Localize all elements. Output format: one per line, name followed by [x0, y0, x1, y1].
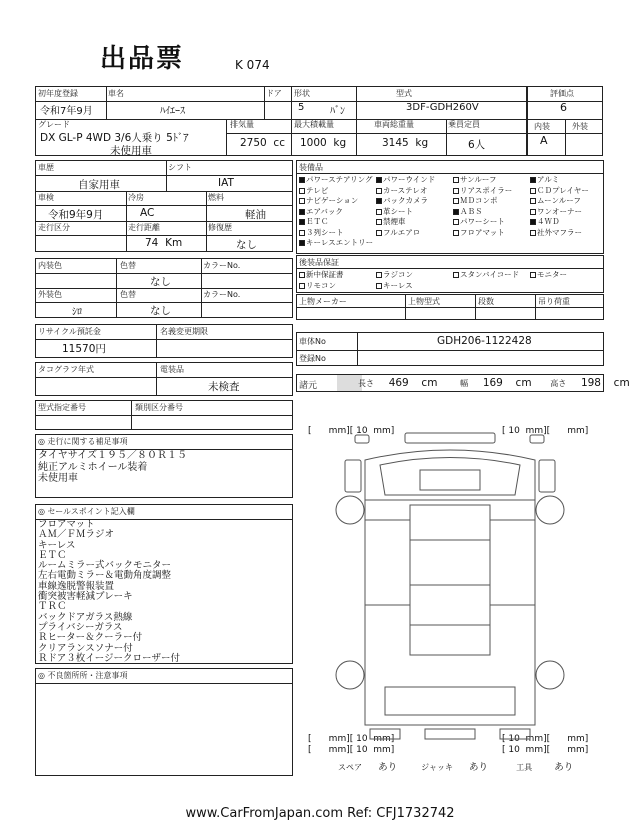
note-line: バックドアガラス熱線: [38, 611, 133, 623]
checkbox-icon: [453, 272, 459, 278]
note-line: Ｒヒーター＆クーラー付: [38, 632, 143, 644]
sales-points-label: ◎ セールスポイント記入欄: [38, 507, 135, 516]
equipment-item: [299, 206, 343, 217]
defects-box: [35, 668, 293, 776]
vehicle-history-value: 自家用車: [78, 179, 120, 191]
mileage-type-label: 走行区分: [38, 223, 70, 232]
supplement-lines: [38, 450, 187, 485]
note-line: クリアランスソナー付: [38, 642, 133, 654]
doors-value: 5: [298, 102, 305, 113]
equipment-item: [530, 195, 581, 206]
note-line: キーレス: [38, 539, 76, 551]
exterior-grade-label: 外装: [572, 122, 588, 131]
equipment-item: [453, 195, 498, 206]
interior-color-change-label: 色替: [120, 261, 136, 270]
equipment-item-label: ３列シート: [306, 227, 344, 237]
post-equipment-label: 後装品保証: [299, 258, 339, 267]
equipment-item: [299, 195, 358, 206]
spare-label: スペア: [338, 763, 362, 772]
displacement-value: 2750 cc: [240, 137, 285, 149]
inspection-label: 車検: [38, 193, 54, 202]
checkbox-icon: [376, 198, 382, 204]
loaded-maker-label: 上物メーカー: [299, 297, 347, 306]
checkbox-icon: [453, 177, 459, 183]
dimensions-label: 諸元: [299, 381, 318, 391]
exterior-color-code-label: カラーNo.: [203, 290, 241, 299]
checkbox-icon: [376, 219, 382, 225]
repair-value: なし: [236, 239, 257, 251]
equipment-item-label: フロアマット: [460, 227, 505, 237]
length-value: 469: [388, 377, 409, 389]
category-label: 類別区分番号: [135, 403, 183, 412]
note-line: ＥＴＣ: [38, 549, 67, 561]
loaded-hook-label: 吊り荷重: [538, 297, 570, 306]
equipment-item: [376, 216, 406, 227]
checkbox-icon: [453, 188, 459, 194]
vehicle-history-label: 車歴: [38, 163, 54, 172]
note-line: ＡＭ／ＦＭラジオ: [38, 529, 115, 541]
reg-no-label: 登録No: [299, 354, 326, 363]
equipment-item: [376, 195, 428, 206]
shape-label: 形状: [294, 89, 310, 98]
recycle-label: リサイクル預託金: [38, 327, 101, 336]
height-label: 高さ: [550, 379, 567, 388]
equipment-item: [453, 216, 505, 227]
checkbox-icon: [299, 230, 305, 236]
interior-grade-value: A: [540, 134, 548, 147]
tread-bottom-left-1: [ mm][ 10 mm]: [308, 734, 395, 744]
repair-label: 修復歴: [208, 223, 232, 232]
checkbox-icon: [299, 198, 305, 204]
sales-points-lines: [38, 520, 180, 664]
defects-label: ◎ 不良箇所所・注意事項: [38, 671, 128, 680]
checkbox-icon: [530, 219, 536, 225]
exterior-color-label: 外装色: [38, 290, 62, 299]
equipment-item: [530, 269, 567, 280]
checkbox-icon: [453, 219, 459, 225]
displacement-label: 排気量: [230, 120, 254, 129]
checkbox-icon: [376, 177, 382, 183]
spare-value: あり: [378, 762, 398, 773]
note-line: ルームミラー式バックモニター: [38, 560, 172, 572]
note-line: Ｒドア３枚イージークローザー付: [38, 652, 181, 664]
equipment-item: [453, 269, 519, 280]
jack-value: あり: [469, 762, 489, 773]
max-load-value: 1000 kg: [300, 137, 347, 149]
equipment-item-label: ムーンルーフ: [537, 196, 581, 205]
equipment-item: [299, 269, 344, 280]
equipment-item: [299, 216, 329, 227]
checkbox-icon: [299, 272, 305, 278]
equipment-item: [376, 227, 420, 238]
equipment-item: [453, 206, 483, 217]
equipment-item: [299, 227, 344, 238]
height-unit: cm: [613, 377, 630, 389]
exterior-color-change-label: 色替: [120, 290, 136, 299]
equipment-item: [299, 174, 373, 185]
loaded-steps-label: 段数: [478, 297, 494, 306]
grade-line2: 未使用車: [110, 145, 152, 157]
equipment-item-label: スタンバイコード: [460, 270, 520, 279]
gross-weight-value: 3145 kg: [382, 137, 429, 149]
tools-value: あり: [554, 762, 574, 773]
tread-bottom-left-2: [ mm][ 10 mm]: [308, 745, 395, 755]
grade-label: グレード: [38, 120, 70, 129]
car-diagram: [325, 425, 575, 750]
equipment-item-label: サンルーフ: [460, 175, 497, 184]
equipment-item: [530, 185, 589, 196]
capacity-label: 乗員定員: [448, 120, 480, 129]
checkbox-icon: [453, 230, 459, 236]
equipment-item-label: キーレス: [383, 281, 413, 290]
height-value: 198: [580, 377, 601, 389]
equipment-item-label: 社外マフラー: [537, 227, 582, 237]
aircon-label: 冷房: [128, 193, 144, 202]
chassis-value: GDH206-1122428: [437, 335, 532, 347]
equipment-item: [453, 185, 512, 196]
rating-label: 評価点: [550, 89, 574, 98]
model-designation-label: 型式指定番号: [38, 403, 86, 412]
equipment-item-label: 革シート: [383, 206, 413, 216]
checkbox-icon: [299, 240, 305, 246]
checkbox-icon: [376, 230, 382, 236]
note-line: プライバシーガラス: [38, 621, 123, 633]
checkbox-icon: [299, 219, 305, 225]
mileage-value: 74 Km: [145, 237, 183, 249]
model-label: 型式: [396, 89, 412, 98]
name-change-label: 名義変更期限: [160, 327, 208, 336]
equipment-item-label: ＭＤコンポ: [460, 196, 498, 205]
page-title: 出品票: [100, 44, 185, 74]
note-line: 左右電動ミラー＆電動角度調整: [38, 570, 172, 582]
equipment-item-label: ＥＴＣ: [306, 217, 329, 226]
checkbox-icon: [299, 177, 305, 183]
equipment-item: [530, 227, 582, 238]
equipment-item: [530, 174, 559, 185]
fuel-label: 燃料: [208, 193, 224, 202]
equipment-item: [376, 174, 435, 185]
equipment-item: [299, 185, 328, 196]
equipment-item-label: モニター: [537, 270, 567, 279]
checkbox-icon: [376, 209, 382, 215]
equipment-item-label: リモコン: [306, 281, 336, 290]
equipment-item-label: カーステレオ: [383, 185, 428, 195]
note-line: 未使用車: [38, 473, 78, 484]
dimensions-values: [358, 377, 630, 389]
equipment-item: [530, 206, 582, 217]
exterior-color-change-value: なし: [150, 305, 171, 317]
checkbox-icon: [530, 198, 536, 204]
gross-weight-label: 車両総重量: [374, 120, 414, 129]
checkbox-icon: [299, 283, 305, 289]
equipment-item: [299, 280, 336, 291]
equipment-item-label: アルミ: [537, 175, 560, 184]
equipment-item: [376, 206, 413, 217]
note-line: 衝突被害軽減ブレーキ: [38, 591, 133, 603]
tacho-label: タコグラフ年式: [38, 365, 94, 374]
equipment-item-label: バックカメラ: [383, 196, 428, 205]
supplement-label: ◎ 走行に関する補足事項: [38, 437, 128, 446]
rating-value: 6: [560, 101, 567, 114]
width-unit: cm: [515, 377, 532, 389]
checkbox-icon: [299, 209, 305, 215]
interior-color-change-value: なし: [150, 276, 171, 288]
shape-value: ﾊﾞﾝ: [330, 106, 345, 117]
inspection-status-label: 電装品: [160, 365, 184, 374]
checkbox-icon: [299, 188, 305, 194]
fuel-value: 軽油: [245, 209, 266, 221]
registration-value: 令和7年9月: [40, 106, 93, 117]
equipment-item-label: 禁煙車: [383, 217, 406, 226]
tools-label: 工具: [516, 763, 533, 772]
length-unit: cm: [421, 377, 438, 389]
note-line: ＴＲＣ: [38, 601, 67, 613]
doors-label: ドア: [266, 89, 282, 98]
equipment-item: [299, 237, 373, 248]
checkbox-icon: [376, 283, 382, 289]
equipment-item-label: ４ＷＤ: [537, 217, 560, 226]
checkbox-icon: [530, 209, 536, 215]
equipment-item-label: パワーシート: [460, 217, 505, 226]
checkbox-icon: [453, 198, 459, 204]
max-load-label: 最大積載量: [294, 120, 334, 129]
interior-color-code-label: カラーNo.: [203, 261, 241, 270]
car-name-value: ﾊｲｴｰｽ: [160, 106, 185, 117]
equipment-item-label: パワーステアリング: [306, 175, 373, 184]
tread-bottom-right-1: [ 10 mm][ mm]: [502, 734, 589, 744]
interior-grade-label: 内装: [534, 122, 550, 131]
car-name-label: 車名: [108, 89, 124, 98]
recycle-value: 11570円: [62, 343, 106, 355]
exterior-color-value: ｼﾛ: [72, 307, 82, 318]
inspection-value: 令和9年9月: [48, 209, 104, 221]
equipment-item: [453, 227, 505, 238]
equipment-item-label: テレビ: [306, 185, 329, 195]
accessories-row: [338, 759, 573, 773]
mileage-label: 走行距離: [128, 223, 160, 232]
equipment-item-label: ワンオーナー: [537, 206, 582, 216]
equipment-item: [376, 269, 413, 280]
registration-label: 初年度登録: [38, 89, 78, 98]
aircon-value: AC: [140, 207, 155, 219]
checkbox-icon: [376, 272, 382, 278]
note-line: 純正アルミホイール装着: [38, 461, 148, 473]
note-line: タイヤサイズ１９５／８０Ｒ１５: [38, 450, 187, 461]
equipment-item-label: ラジコン: [383, 270, 413, 279]
equipment-item: [453, 174, 497, 185]
equipment-item-label: 新中保証書: [306, 270, 344, 279]
equipment-item-label: ＣＤプレイヤー: [537, 185, 589, 195]
width-label: 幅: [460, 379, 469, 388]
chassis-label: 車体No: [299, 337, 326, 346]
model-value: 3DF-GDH260V: [406, 102, 479, 113]
grade-line1: DX GL-P 4WD 3/6人乗り 5ﾄﾞｱ: [40, 132, 189, 144]
interior-color-label: 内装色: [38, 261, 62, 270]
checkbox-icon: [453, 209, 459, 215]
equipment-item-label: パワーウインド: [383, 175, 436, 184]
checkbox-icon: [376, 188, 382, 194]
loaded-model-label: 上物型式: [408, 297, 440, 306]
checkbox-icon: [530, 188, 536, 194]
tread-top-right: [ 10 mm][ mm]: [502, 426, 589, 436]
length-label: 長さ: [358, 379, 374, 388]
checkbox-icon: [530, 272, 536, 278]
lot-number: K 074: [235, 58, 270, 72]
capacity-value: 6人: [468, 139, 486, 151]
checkbox-icon: [530, 177, 536, 183]
note-line: 車線逸脱警報装置: [38, 580, 115, 592]
inspection-status-value: 未検査: [208, 381, 240, 393]
equipment-item-label: ＡＢＳ: [460, 206, 483, 216]
width-value: 169: [482, 377, 503, 389]
note-line: フロアマット: [38, 519, 95, 530]
equipment-item: [530, 216, 560, 227]
footer-ref: www.CarFromJapan.com Ref: CFJ1732742: [185, 806, 455, 821]
tread-top-left: [ mm][ 10 mm]: [308, 426, 395, 436]
jack-label: ジャッキ: [421, 763, 453, 772]
equipment-item: [376, 280, 413, 291]
shift-value: IAT: [218, 177, 234, 189]
tread-bottom-right-2: [ 10 mm][ mm]: [502, 745, 589, 755]
equipment-item: [376, 185, 427, 196]
equipment-item-label: フルエアロ: [383, 227, 421, 237]
equipment-item-label: リアスポイラー: [460, 185, 513, 195]
equipment-item-label: ナビゲーション: [306, 196, 359, 205]
checkbox-icon: [530, 230, 536, 236]
equipment-item-label: キーレスエントリー: [306, 238, 374, 247]
equipment-item-label: エアバック: [306, 206, 343, 216]
shift-label: シフト: [168, 163, 192, 172]
equipment-label: 装備品: [299, 163, 323, 172]
